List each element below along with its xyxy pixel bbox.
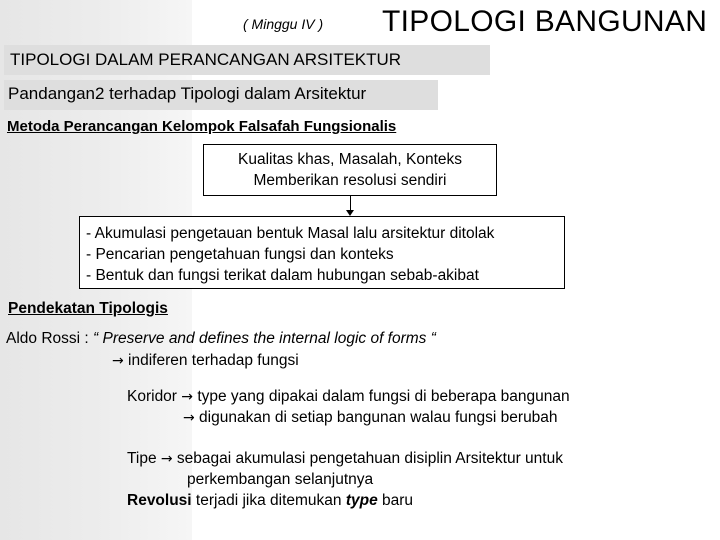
koridor-line-1 — [127, 388, 570, 406]
koridor-label: Koridor — [127, 388, 182, 405]
week-label: ( Minggu IV ) — [243, 16, 324, 32]
aldo-result-line — [112, 352, 299, 370]
section-heading: TIPOLOGI DALAM PERANCANGAN ARSITEKTUR — [10, 50, 402, 69]
metoda-box-bottom-line: - Akumulasi pengetauan bentuk Masal lalu arsitektur ditolak — [86, 225, 495, 242]
arrow-right-icon: → — [112, 353, 124, 369]
aldo-quote: “ Preserve and defines the internal logic of forms “ — [93, 330, 436, 347]
revolusi-type: type — [345, 492, 378, 509]
arrow-right-icon: → — [183, 410, 195, 426]
koridor-text-2: digunakan di setiap bangunan walau fungsi berubah — [194, 409, 558, 426]
metoda-box-bottom-line: - Bentuk dan fungsi terikat dalam hubungan sebab-akibat — [86, 267, 479, 284]
koridor-text-1: type yang dipakai dalam fungsi di beberapa bangunan — [193, 388, 570, 405]
revolusi-word: Revolusi — [127, 492, 192, 509]
metoda-box-top-line: Memberikan resolusi sendiri — [253, 172, 447, 189]
koridor-line-2 — [183, 409, 558, 427]
tipe-label: Tipe — [127, 450, 161, 467]
metoda-heading: Metoda Perancangan Kelompok Falsafah Fungsionalis — [7, 118, 397, 135]
revolusi-line — [127, 492, 413, 510]
metoda-box-top-line: Kualitas khas, Masalah, Konteks — [237, 151, 462, 168]
tipe-line-1 — [127, 450, 563, 468]
aldo-rossi-line — [6, 330, 436, 348]
revolusi-end: baru — [377, 492, 414, 509]
page-title: TIPOLOGI BANGUNAN — [382, 5, 708, 38]
aldo-result: indiferen terhadap fungsi — [123, 352, 299, 369]
metoda-box-top — [203, 144, 497, 196]
revolusi-text: terjadi jika ditemukan — [191, 492, 346, 509]
tipe-line-2: perkembangan selanjutnya — [187, 471, 374, 488]
pendekatan-heading: Pendekatan Tipologis — [8, 300, 168, 317]
metoda-box-bottom — [79, 216, 565, 289]
arrow-right-icon: → — [160, 451, 173, 467]
aldo-prefix: Aldo Rossi : — [6, 330, 94, 347]
section-subheading: Pandangan2 terhadap Tipologi dalam Arsitektur — [8, 84, 367, 103]
arrow-right-icon: → — [181, 389, 194, 405]
metoda-box-bottom-line: - Pencarian pengetahuan fungsi dan konteks — [86, 246, 394, 263]
tipe-text-1: sebagai akumulasi pengetahuan disiplin Arsitektur untuk — [172, 450, 563, 467]
